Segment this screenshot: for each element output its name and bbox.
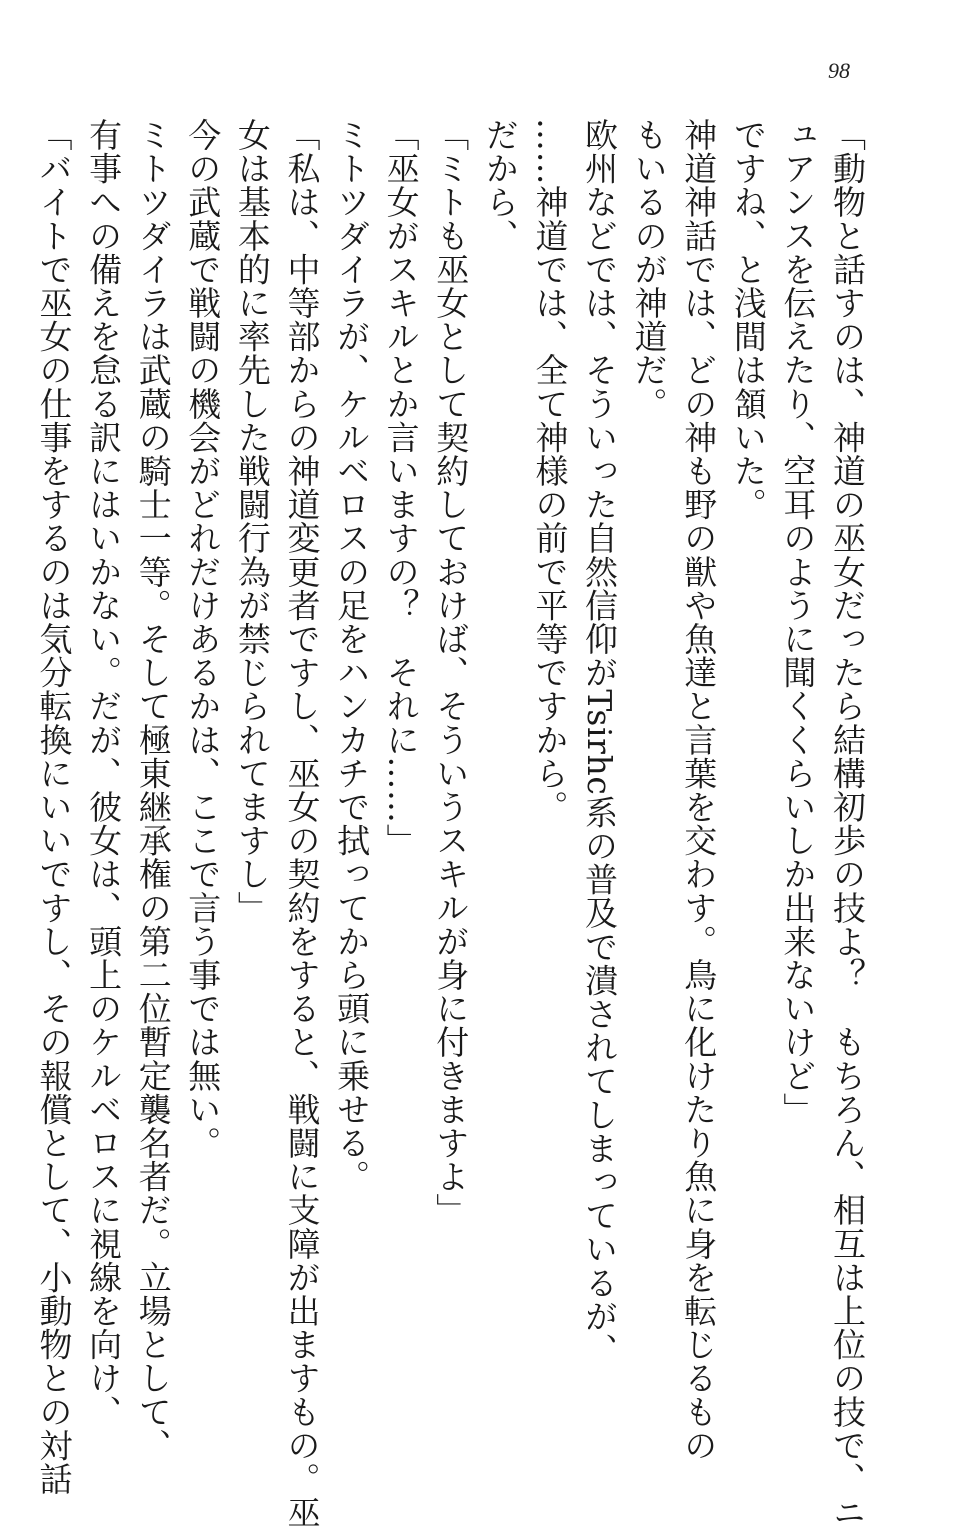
text-line: 有事への備えを怠る訳にはいかない。だが、彼女は、頭上のケルベロスに視線を向け、 xyxy=(84,118,124,1429)
text-line: 「巫女がスキルとか言いますの？ それに……」 xyxy=(381,118,421,858)
text-line: ……神道では、全て神様の前で平等ですから。 xyxy=(530,118,570,824)
text-line: 「ミトも巫女として契約しておけば、そういうスキルが身に付きますよ」 xyxy=(431,118,471,1227)
text-line: ミトツダイラは武蔵の騎士一等。そして極東継承権の第二位暫定襲名者だ。立場として、 xyxy=(133,118,173,1462)
vertical-text-block xyxy=(29,118,872,1529)
text-line: 神道神話では、どの神も野の獣や魚達と言葉を交わす。鳥に化けたり魚に身を転じるもの xyxy=(679,118,719,1462)
text-line: 今の武蔵で戦闘の機会がどれだけあるかは、ここで言う事では無い。 xyxy=(183,118,223,1160)
text-line: 女は基本的に率先した戦闘行為が禁じられてますし」 xyxy=(232,118,272,925)
text-line: 「バイトで巫女の仕事をするのは気分転換にいいですし、その報償として、小動物との対話 xyxy=(34,118,74,1496)
text-line: だから、 xyxy=(480,118,520,253)
text-line: 「私は、中等部からの神道変更者ですし、巫女の契約をすると、戦闘に支障が出ますもの。巫 xyxy=(282,118,322,1529)
page-number: 98 xyxy=(828,58,850,83)
text-line: ミトツダイラが、ケルベロスの足をハンカチで拭ってから頭に乗せる。 xyxy=(332,118,372,1194)
text-line: 「動物と話すのは、神道の巫女だったら結構初歩の技よ？ もちろん、相互は上位の技で、ニ xyxy=(828,118,867,1529)
text-line: もいるのが神道だ。 xyxy=(629,118,669,421)
text-line: 欧州などでは、そういった自然信仰がTsirhc系の普及で潰されてしまっているが、 xyxy=(580,118,620,1367)
text-line: ュアンスを伝えたり、空耳のように聞くくらいしか出来ないけど」 xyxy=(778,118,818,1126)
text-line: ですね、と浅間は頷いた。 xyxy=(728,118,768,522)
